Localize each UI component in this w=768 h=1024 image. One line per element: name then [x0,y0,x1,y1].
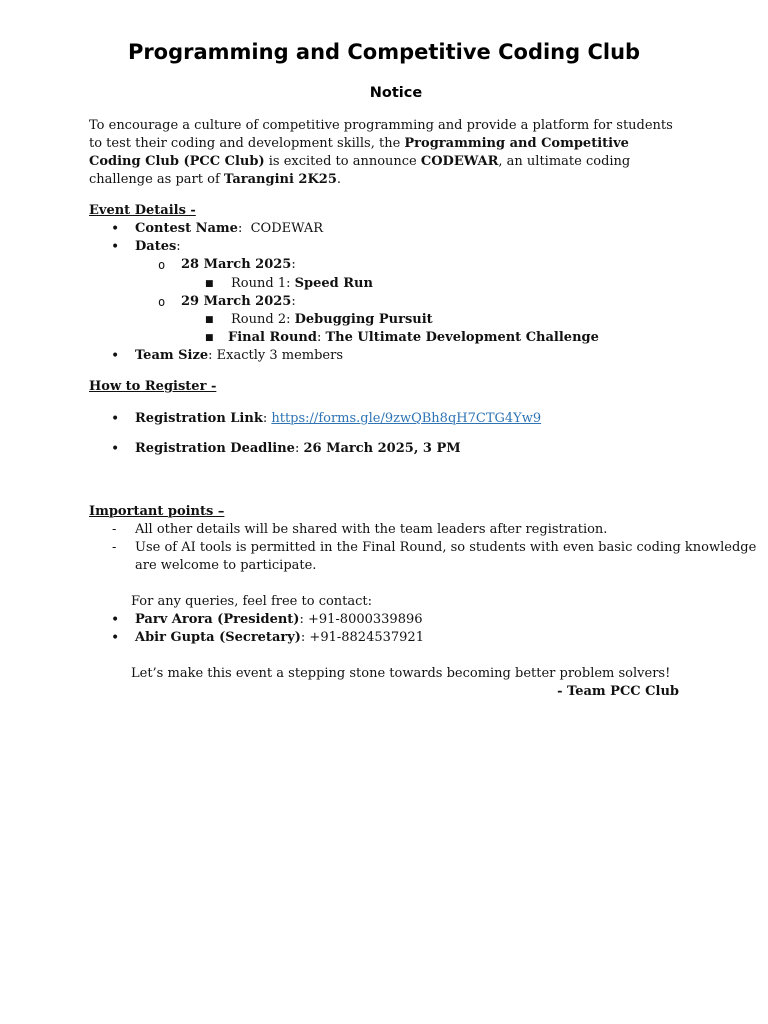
register-heading: How to Register - [89,379,217,394]
round-1-item [231,275,373,293]
club-name: Programming and Competitive Coding Club (PCC Club) [89,136,629,169]
bullet-square-icon: ■ [205,279,214,289]
contact-1-phone: : +91-8000339896 [299,612,423,627]
final-round-item [228,329,599,347]
contest-name-value: CODEWAR [242,221,324,236]
contact-1-name: Parv Arora (President) [135,612,300,627]
separator: : [262,411,272,426]
dash-icon: - [112,540,117,555]
separator: : [237,221,243,236]
contact-2-phone: : +91-8824537921 [300,630,424,645]
team-size-item [135,347,343,365]
signoff: - Team PCC Club [557,684,679,699]
contact-1-item [135,611,423,629]
intro-text-2: is excited to announce [264,154,421,169]
separator: : [291,257,296,272]
important-point-2-line-1: Use of AI tools is permitted in the Final Round, so students with even basic coding knowledge [135,540,757,555]
intro-text-4: . [336,172,342,187]
round-2-item [231,311,433,329]
registration-link-label: Registration Link [135,411,263,426]
bullet-circle-icon: o [158,258,166,272]
bullet-square-icon: ■ [205,333,214,343]
round-1-prefix: Round 1: [231,276,295,291]
separator: : [294,441,304,456]
final-round-name: The Ultimate Development Challenge [325,330,599,345]
closing-line: Let’s make this event a stepping stone towards becoming better problem solvers! [131,666,671,681]
dash-icon: - [112,522,117,537]
team-size-value: : Exactly 3 members [208,348,344,363]
document-title: Programming and Competitive Coding Club [127,40,641,64]
registration-link[interactable]: https://forms.gle/9zwQBh8qH7CTG4Yw9 [271,411,542,426]
bullet-square-icon: ■ [205,315,214,325]
intro-text-1: To encourage a culture of competitive programming and provide a platform for students to test their coding and development skills, the [89,118,673,151]
date-2-item [181,293,296,311]
important-heading: Important points – [89,504,225,519]
bullet-dot-icon: • [111,348,120,364]
dates-label: Dates [135,239,177,254]
document-subtitle: Notice [369,85,423,101]
separator: : [176,239,181,254]
registration-deadline-label: Registration Deadline [135,441,295,456]
registration-deadline-value: 26 March 2025, 3 PM [303,441,461,456]
bullet-dot-icon: • [111,612,120,628]
bullet-dot-icon: • [111,221,120,237]
date-2-label: 29 March 2025 [181,294,292,309]
intro-text-3: , an ultimate coding challenge as part of [89,154,631,187]
registration-link-item [135,410,541,428]
contact-intro: For any queries, feel free to contact: [131,594,373,609]
registration-deadline-item [135,440,461,458]
final-round-label: Final Round [228,330,317,345]
round-1-name: Speed Run [294,276,373,291]
separator: : [291,294,296,309]
important-point-2-line-2: are welcome to participate. [135,558,317,573]
round-2-prefix: Round 2: [231,312,295,327]
contest-name-item [135,220,323,238]
event-details-heading: Event Details - [89,203,196,218]
dates-item [135,238,181,256]
contest-name-inline: CODEWAR [420,154,499,169]
contact-2-name: Abir Gupta (Secretary) [135,630,301,645]
important-point-1: All other details will be shared with the team leaders after registration. [135,522,608,537]
date-1-label: 28 March 2025 [181,257,292,272]
team-size-label: Team Size [135,348,209,363]
round-2-name: Debugging Pursuit [294,312,433,327]
intro-paragraph [89,117,681,189]
contact-2-item [135,629,424,647]
date-1-item [181,256,296,274]
bullet-dot-icon: • [111,411,120,427]
fest-name: Tarangini 2K25 [223,172,337,187]
bullet-dot-icon: • [111,441,120,457]
contest-name-label: Contest Name [135,221,238,236]
bullet-dot-icon: • [111,630,120,646]
separator: : [316,330,326,345]
bullet-dot-icon: • [111,239,120,255]
bullet-circle-icon: o [158,295,166,309]
